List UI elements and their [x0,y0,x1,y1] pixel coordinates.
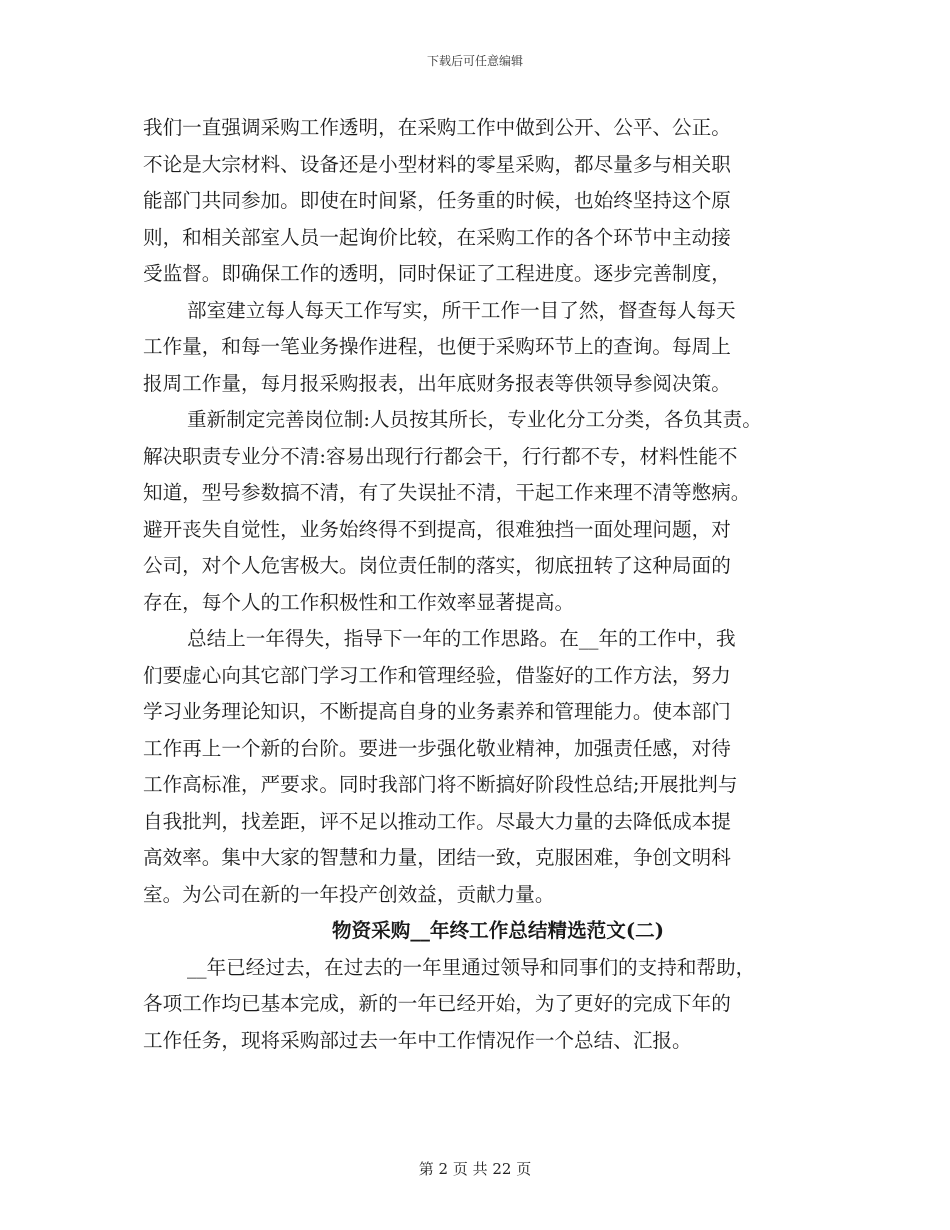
text-line: 学习业务理论知识，不断提高自身的业务素养和管理能力。使本部门 [143,700,731,723]
text-line: 工作高标准，严要求。同时我部门将不断搞好阶段性总结;开展批判与 [143,773,738,796]
text-line: 报周工作量，每月报采购报表，出年底财务报表等供领导参阅决策。 [143,371,731,395]
text-line: 则，和相关部室人员一起询价比较，在采购工作的各个环节中主动接 [143,225,731,249]
text-line: 避开丧失自觉性，业务始终得不到提高，很难独挡一面处理问题，对 [143,517,731,541]
body-text [143,110,833,1059]
text-line: 们要虚心向其它部门学习工作和管理经验，借鉴好的工作方法，努力 [143,663,731,687]
text-line: 工作再上一个新的台阶。要进一步强化敬业精神，加强责任感，对待 [143,736,731,760]
section-heading: 物资采购__年终工作总结精选范文(二) [331,919,665,942]
text-line: 高效率。集中大家的智慧和力量，团结一致，克服困难，争创文明科 [143,846,731,869]
text-line: 知道，型号参数搞不清，有了失误扯不清，干起工作来理不清等憋病。 [143,481,751,504]
text-line: 各项工作均已基本完成，新的一年已经开始，为了更好的完成下年的 [143,992,731,1015]
text-line: 受监督。即确保工作的透明，同时保证了工程进度。逐步完善制度， [143,262,731,285]
text-line: __年已经过去，在过去的一年里通过领导和同事们的支持和帮助， [187,955,756,979]
text-line: 自我批判，找差距，评不足以推动工作。尽最大力量的去降低成本提 [143,809,731,833]
page-footer: 第 2 页 共 22 页 [418,1160,532,1178]
text-line: 工作任务，现将采购部过去一年中工作情况作一个总结、汇报。 [143,1028,692,1052]
text-line: 工作量，和每一笔业务操作进程，也便于采购环节上的查询。每周上 [143,335,731,358]
text-line: 室。为公司在新的一年投产创效益，贡献力量。 [143,882,555,906]
text-line: 总结上一年得失，指导下一年的工作思路。在__年的工作中，我 [187,627,736,650]
text-line: 解决职责专业分不清:容易出现行行都会干，行行都不专，材料性能不 [143,444,738,468]
text-line: 部室建立每人每天工作写实，所干工作一目了然，督查每人每天 [187,298,736,322]
text-line: 我们一直强调采购工作透明，在采购工作中做到公开、公平、公正。 [143,116,731,139]
page-header: 下载后可任意编辑 [426,54,523,68]
text-line: 不论是大宗材料、设备还是小型材料的零星采购，都尽量多与相关职 [143,152,731,176]
text-line: 存在，每个人的工作积极性和工作效率显著提高。 [143,590,575,614]
text-line: 重新制定完善岗位制:人员按其所长，专业化分工分类，各负其责。 [187,408,762,431]
text-line: 公司，对个人危害极大。岗位责任制的落实，彻底扭转了这种局面的 [143,554,731,577]
text-line: 能部门共同参加。即使在时间紧，任务重的时候，也始终坚持这个原 [143,189,731,212]
